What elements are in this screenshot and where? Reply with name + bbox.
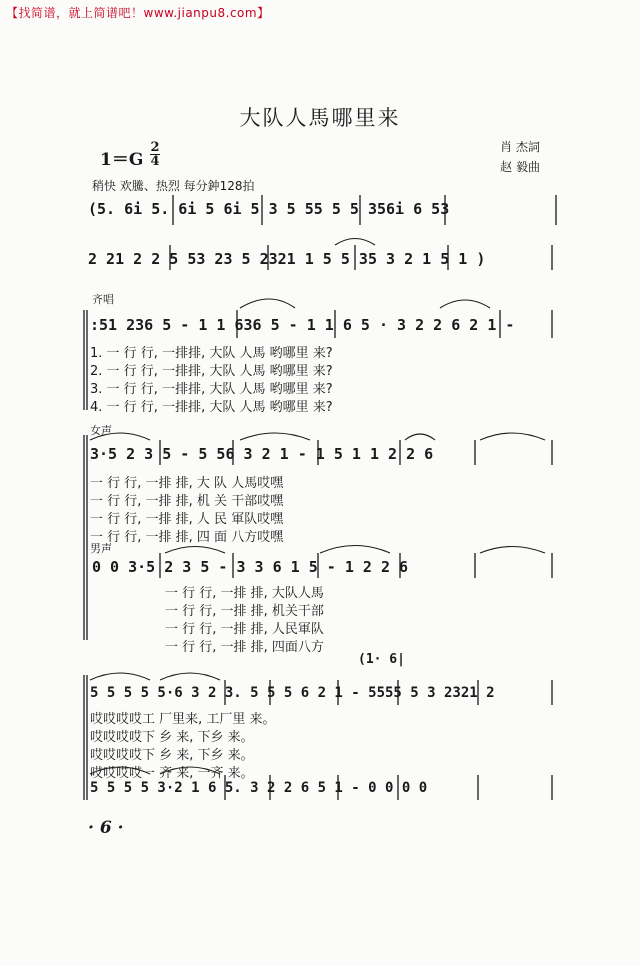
unison-tie-1 [240,299,295,308]
lyricist-credit: 肖 杰詞 [500,140,540,154]
intro-tie [335,239,375,246]
composer-credit: 赵 毅曲 [500,160,540,174]
parts-tie-2 [240,433,310,440]
male-verse-2: 一 行 行, 一排 排, 机关干部 [165,604,324,619]
final-pickup: (1· 6| [358,652,405,667]
unison-verse-3: 3. 一 行 行, 一排排, 大队 人馬 哟哪里 来? [90,382,333,397]
site-banner[interactable]: 【找简谱，就上简谱吧！www.jianpu8.com】 [6,6,270,20]
female-melody: 3·5 2 3 5 - 5 56 3 2 1 - 1 5 1 1 2 2 6 [90,445,434,463]
final-tie-2 [160,673,220,680]
male-verse-1: 一 行 行, 一排 排, 大队人馬 [165,586,324,601]
unison-label: 齐唱 [92,293,114,306]
song-title: 大队人馬哪里来 [239,106,401,130]
final-tie-1 [90,673,150,680]
unison-tie-2 [440,300,490,308]
final-verse-4: 哎哎哎哎一 齐 来, 一齐 来。 [90,766,254,781]
unison-verse-1: 1. 一 行 行, 一排排, 大队 人馬 哟哪里 来? [90,346,333,361]
tempo-marking: 稍快 欢騰、热烈 每分鈡128拍 [92,179,255,193]
male-label: 男声 [90,542,112,555]
unison-verse-2: 2. 一 行 行, 一排排, 大队 人馬 哟哪里 来? [90,364,333,379]
final-verse-1: 哎哎哎哎工 厂里来, 工厂里 来。 [90,712,276,727]
final-lower-melody: 5 5 5 5 3·2 1 6 5. 3 2 2 6 5 1 - 0 0 0 0 [90,780,428,796]
parts-tie-5 [165,547,225,554]
parts-tie-4 [480,433,545,440]
parts-tie-6 [320,546,390,554]
male-verse-3: 一 行 行, 一排 排, 人民軍队 [165,622,324,637]
intro-line-2: 2 21 2 2 5 53 23 5 2321 1 5 5 35 3 2 1 5 1 ) [88,250,486,268]
parts-tie-7 [480,547,545,554]
parts-tie-3 [405,434,435,440]
final-verse-3: 哎哎哎哎下 乡 来, 下乡 来。 [90,748,254,763]
unison-verse-4: 4. 一 行 行, 一排排, 大队 人馬 哟哪里 来? [90,400,333,415]
meter-bottom: 4 [150,154,160,169]
unison-melody: :51 236 5 - 1 1 636 5 - 1 1 6 5 · 3 2 2 6 2 1 - [90,316,515,334]
male-melody: 0 0 3·5 2 3 5 - 3 3 6 1 5 - 1 2 2 6 [92,558,409,576]
female-verse-1: 一 行 行, 一排 排, 大 队 人馬哎嘿 [90,476,284,491]
male-verse-4: 一 行 行, 一排 排, 四面八方 [165,640,324,655]
meter-top: 2 [150,140,160,155]
key-signature: 1＝G [100,150,144,170]
intro-line-1: (5. 6i 5. 6i 5 6i 5 3 5 55 5 5 356i 6 53 [88,200,450,218]
female-verse-2: 一 行 行, 一排 排, 机 关 干部哎嘿 [90,494,284,509]
page-number: · 6 · [88,818,124,838]
final-upper-melody: 5 5 5 5 5·6 3 2 3. 5 5 5 6 2 1 - 5555 5 3 2321 2 [90,685,495,701]
female-verse-4: 一 行 行, 一排 排, 四 面 八方哎嘿 [90,530,284,545]
final-verse-2: 哎哎哎哎下 乡 来, 下乡 来。 [90,730,254,745]
female-verse-3: 一 行 行, 一排 排, 人 民 軍队哎嘿 [90,512,284,527]
female-label: 女声 [90,424,112,437]
